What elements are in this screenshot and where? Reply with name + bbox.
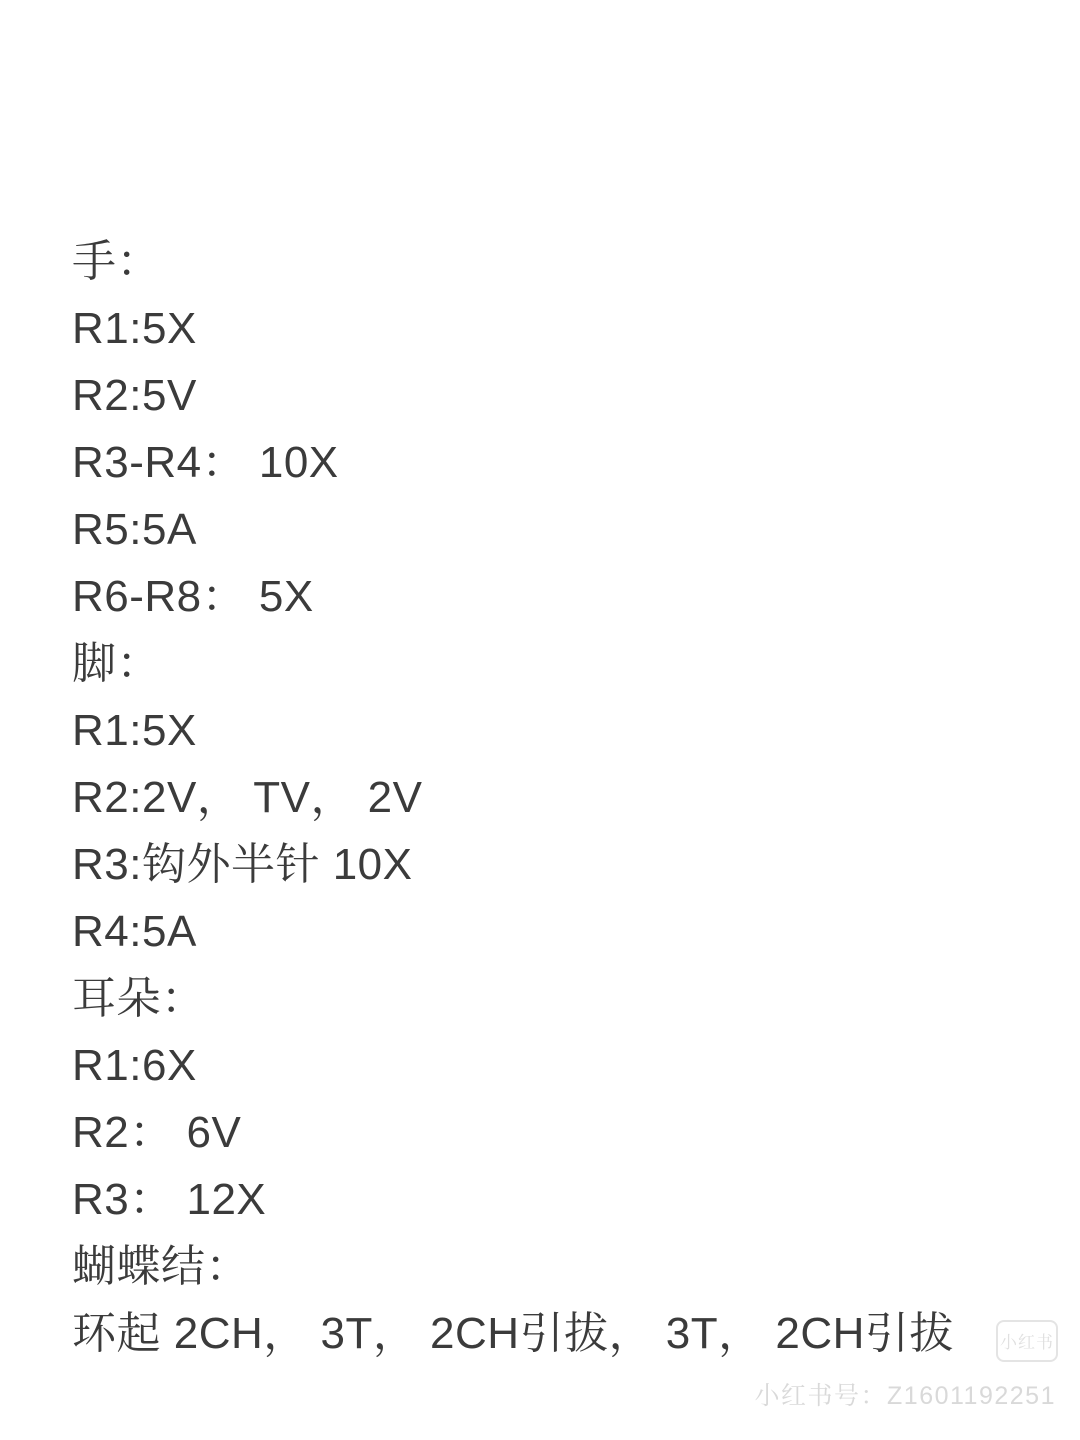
text-line: R3:钩外半针 10X [72, 840, 413, 889]
text-line: R1:5X [72, 706, 197, 755]
text-line: R2:5V [72, 371, 197, 420]
text-line: 手： [72, 237, 161, 286]
text-line: 环起 2CH， 3T， 2CH引拔， 3T， 2CH引拔 [72, 1309, 954, 1358]
text-line: R2： 6V [72, 1108, 242, 1157]
text-line: R3-R4： 10X [72, 438, 339, 487]
text-line: 脚： [72, 639, 161, 688]
text-line: R4:5A [72, 907, 197, 956]
watermark-user-id: 小红书号：Z1601192251 [754, 1382, 1056, 1410]
text-line: 耳朵： [72, 974, 206, 1023]
text-line: R1:5X [72, 304, 197, 353]
pattern-text-block [72, 228, 1032, 1367]
text-line: 蝴蝶结： [72, 1242, 250, 1291]
xiaohongshu-logo-icon: 小红书 [996, 1320, 1058, 1362]
text-line: R5:5A [72, 505, 197, 554]
text-line: R6-R8： 5X [72, 572, 314, 621]
text-line: R2:2V， TV， 2V [72, 773, 423, 822]
text-line: R3： 12X [72, 1175, 267, 1224]
text-line: R1:6X [72, 1041, 197, 1090]
